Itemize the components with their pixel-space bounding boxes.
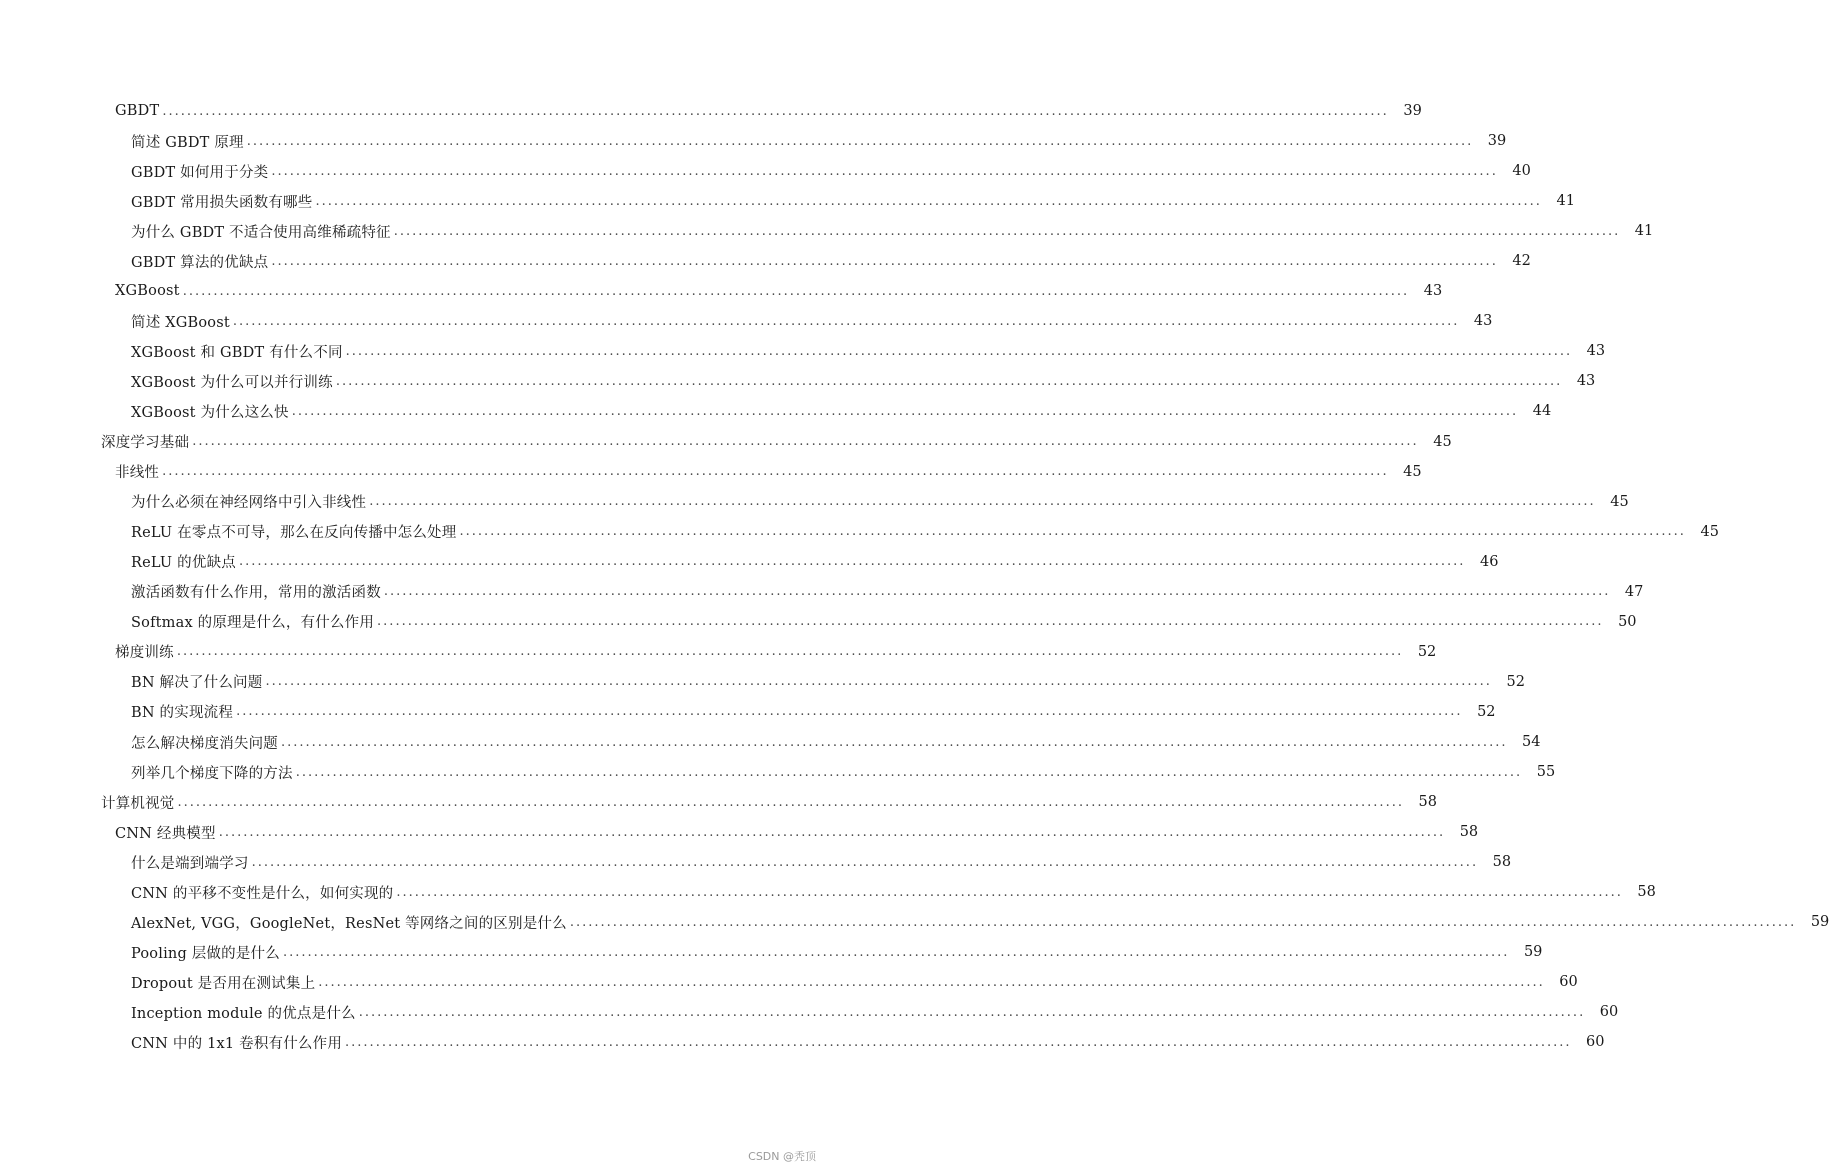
toc-entry[interactable] <box>0 607 1637 637</box>
toc-entry-page-number: 40 <box>1512 163 1531 180</box>
dot-leader: ........................................................................................................................................................................................................ <box>162 103 1389 119</box>
dot-leader: ........................................................................................................................................................................................................ <box>345 343 1573 359</box>
dot-leader: ........................................................................................................................................................................................................ <box>182 283 1410 299</box>
dot-leader: ........................................................................................................................................................................................................ <box>377 614 1604 630</box>
dot-leader: ........................................................................................................................................................................................................ <box>396 884 1623 900</box>
toc-entry-page-number: 43 <box>1576 373 1596 390</box>
toc-entry-title: XGBoost <box>115 283 180 300</box>
toc-entry-page-number: 59 <box>1810 914 1829 931</box>
toc-entry[interactable] <box>0 817 1479 847</box>
dot-leader: ........................................................................................................................................................................................................ <box>176 644 1404 660</box>
toc-entry[interactable] <box>0 246 1531 276</box>
toc-entry-page-number: 45 <box>1700 523 1719 540</box>
dot-leader: ........................................................................................................................................................................................................ <box>569 914 1797 930</box>
dot-leader: ........................................................................................................................................................................................................ <box>315 193 1542 209</box>
toc-entry-title: Inception module 的优点是什么 <box>131 1005 356 1022</box>
toc-entry[interactable] <box>0 126 1507 156</box>
toc-entry-title: Softmax 的原理是什么，有什么作用 <box>131 615 375 632</box>
toc-entry-title: GBDT 常用损失函数有哪些 <box>131 194 313 211</box>
toc-entry-title: 简述 GBDT 原理 <box>131 134 244 151</box>
toc-entry-title: CNN 经典模型 <box>115 825 216 842</box>
toc-entry[interactable] <box>0 787 1437 817</box>
toc-entry[interactable] <box>0 547 1499 577</box>
toc-entry[interactable] <box>0 457 1422 487</box>
toc-entry-page-number: 43 <box>1586 343 1606 360</box>
dot-leader: ........................................................................................................................................................................................................ <box>369 494 1596 510</box>
toc-entry-title: AlexNet, VGG，GoogleNet，ResNet 等网络之间的区别是什么 <box>131 915 567 932</box>
dot-leader: ........................................................................................................................................................................................................ <box>345 1034 1572 1050</box>
toc-entry-title: 深度学习基础 <box>101 435 190 452</box>
toc-entry[interactable] <box>0 336 1606 366</box>
toc-entry-page-number: 45 <box>1433 433 1452 450</box>
dot-leader: ........................................................................................................................................................................................................ <box>192 434 1419 450</box>
dot-leader: ........................................................................................................................................................................................................ <box>246 133 1474 149</box>
toc-entry-title: 为什么 GBDT 不适合使用高维稀疏特征 <box>131 224 391 241</box>
toc-entry-title: GBDT <box>115 103 160 120</box>
dot-leader: ........................................................................................................................................................................................................ <box>291 403 1519 419</box>
toc-entry-title: ReLU 在零点不可导，那么在反向传播中怎么处理 <box>131 525 457 542</box>
toc-entry-page-number: 47 <box>1624 583 1644 600</box>
toc-entry[interactable] <box>0 427 1452 457</box>
dot-leader: ........................................................................................................................................................................................................ <box>177 794 1404 810</box>
toc-entry-page-number: 55 <box>1536 764 1556 781</box>
toc-entry-title: 简述 XGBoost <box>131 314 230 331</box>
toc-entry-page-number: 44 <box>1532 403 1552 420</box>
toc-entry-page-number: 54 <box>1522 734 1541 750</box>
toc-entry-page-number: 60 <box>1599 1004 1619 1021</box>
toc-entry-page-number: 60 <box>1586 1034 1605 1051</box>
dot-leader: ........................................................................................................................................................................................................ <box>281 734 1508 750</box>
dot-leader: ........................................................................................................................................................................................................ <box>393 223 1621 239</box>
dot-leader: ........................................................................................................................................................................................................ <box>459 524 1686 540</box>
toc-entry-title: GBDT 如何用于分类 <box>131 164 269 181</box>
toc-entry-page-number: 45 <box>1403 463 1422 480</box>
toc-entry[interactable] <box>0 847 1512 877</box>
dot-leader: ........................................................................................................................................................................................................ <box>358 1004 1586 1020</box>
toc-entry[interactable] <box>0 577 1644 607</box>
toc-entry[interactable] <box>0 306 1493 336</box>
toc-entry-title: 计算机视觉 <box>101 795 175 812</box>
dot-leader: ........................................................................................................................................................................................................ <box>318 974 1545 990</box>
dot-leader: ........................................................................................................................................................................................................ <box>251 854 1479 870</box>
toc-entry-page-number: 52 <box>1417 643 1437 660</box>
toc-entry-page-number: 41 <box>1556 193 1575 210</box>
toc-entry[interactable] <box>0 276 1443 306</box>
toc-entry-page-number: 39 <box>1403 103 1422 120</box>
dot-leader: ........................................................................................................................................................................................................ <box>282 944 1510 960</box>
toc-entry-title: BN 解决了什么问题 <box>131 675 263 692</box>
toc-entry[interactable] <box>0 757 1556 787</box>
toc-entry[interactable] <box>0 517 1719 547</box>
csdn-watermark: CSDN @秃顶 <box>748 1150 816 1163</box>
toc-entry-title: 非线性 <box>115 465 160 482</box>
toc-entry[interactable] <box>0 216 1654 246</box>
toc-entry-title: BN 的实现流程 <box>131 705 234 722</box>
toc-entry-title: XGBoost 和 GBDT 有什么不同 <box>131 344 343 361</box>
toc-entry[interactable] <box>0 156 1531 186</box>
toc-entry[interactable] <box>0 1027 1605 1057</box>
toc-entry[interactable] <box>0 727 1541 757</box>
dot-leader: ........................................................................................................................................................................................................ <box>238 554 1466 570</box>
toc-entry[interactable] <box>0 697 1496 727</box>
toc-entry[interactable] <box>0 907 1829 937</box>
dot-leader: ........................................................................................................................................................................................................ <box>383 584 1611 600</box>
toc-entry-page-number: 60 <box>1559 974 1578 991</box>
toc-entry[interactable] <box>0 637 1437 667</box>
toc-entry-title: Pooling 层做的是什么 <box>131 945 280 962</box>
toc-entry-title: CNN 的平移不变性是什么，如何实现的 <box>131 885 394 902</box>
toc-entry[interactable] <box>0 997 1619 1027</box>
toc-entry-title: 列举几个梯度下降的方法 <box>131 765 293 782</box>
dot-leader: ........................................................................................................................................................................................................ <box>335 373 1563 389</box>
toc-entry-title: 为什么必须在神经网络中引入非线性 <box>131 495 367 512</box>
dot-leader: ........................................................................................................................................................................................................ <box>218 824 1446 840</box>
table-of-contents <box>0 96 1829 1058</box>
toc-entry-page-number: 41 <box>1634 223 1654 240</box>
toc-entry[interactable] <box>0 967 1578 997</box>
toc-entry-title: GBDT 算法的优缺点 <box>131 254 269 271</box>
toc-entry-page-number: 58 <box>1492 854 1512 871</box>
dot-leader: ........................................................................................................................................................................................................ <box>236 704 1463 720</box>
toc-entry-title: 怎么解决梯度消失问题 <box>131 735 278 752</box>
dot-leader: ........................................................................................................................................................................................................ <box>271 163 1498 179</box>
dot-leader: ........................................................................................................................................................................................................ <box>295 764 1523 780</box>
dot-leader: ........................................................................................................................................................................................................ <box>162 464 1389 480</box>
toc-entry[interactable] <box>0 667 1525 697</box>
toc-entry-title: 什么是端到端学习 <box>131 855 249 872</box>
toc-entry-page-number: 43 <box>1473 313 1493 330</box>
toc-entry-page-number: 52 <box>1477 703 1496 720</box>
toc-entry-page-number: 50 <box>1618 613 1637 630</box>
toc-entry-page-number: 45 <box>1610 493 1629 510</box>
toc-entry-page-number: 46 <box>1479 553 1499 570</box>
toc-entry[interactable] <box>0 877 1656 907</box>
toc-entry-title: Dropout 是否用在测试集上 <box>131 975 316 992</box>
toc-entry[interactable] <box>0 937 1543 967</box>
toc-entry[interactable] <box>0 396 1552 426</box>
toc-entry[interactable] <box>0 487 1629 517</box>
toc-entry-title: 梯度训练 <box>115 645 174 662</box>
toc-entry[interactable] <box>0 366 1596 396</box>
toc-entry[interactable] <box>0 186 1575 216</box>
toc-entry-page-number: 59 <box>1523 944 1543 961</box>
toc-entry-page-number: 42 <box>1512 253 1531 270</box>
toc-entry-page-number: 58 <box>1459 824 1479 841</box>
dot-leader: ........................................................................................................................................................................................................ <box>271 253 1498 269</box>
toc-entry[interactable] <box>0 96 1422 126</box>
toc-entry-page-number: 39 <box>1487 133 1507 150</box>
toc-entry-page-number: 52 <box>1506 673 1525 690</box>
dot-leader: ........................................................................................................................................................................................................ <box>265 674 1492 690</box>
toc-entry-title: CNN 中的 1x1 卷积有什么作用 <box>131 1035 343 1052</box>
toc-entry-page-number: 58 <box>1418 794 1437 811</box>
toc-entry-page-number: 58 <box>1637 884 1656 901</box>
toc-entry-title: 激活函数有什么作用，常用的激活函数 <box>131 585 381 602</box>
toc-entry-title: ReLU 的优缺点 <box>131 555 236 572</box>
toc-entry-page-number: 43 <box>1423 283 1443 300</box>
dot-leader: ........................................................................................................................................................................................................ <box>232 313 1460 329</box>
toc-entry-title: XGBoost 为什么这么快 <box>131 404 289 421</box>
toc-entry-title: XGBoost 为什么可以并行训练 <box>131 374 333 391</box>
